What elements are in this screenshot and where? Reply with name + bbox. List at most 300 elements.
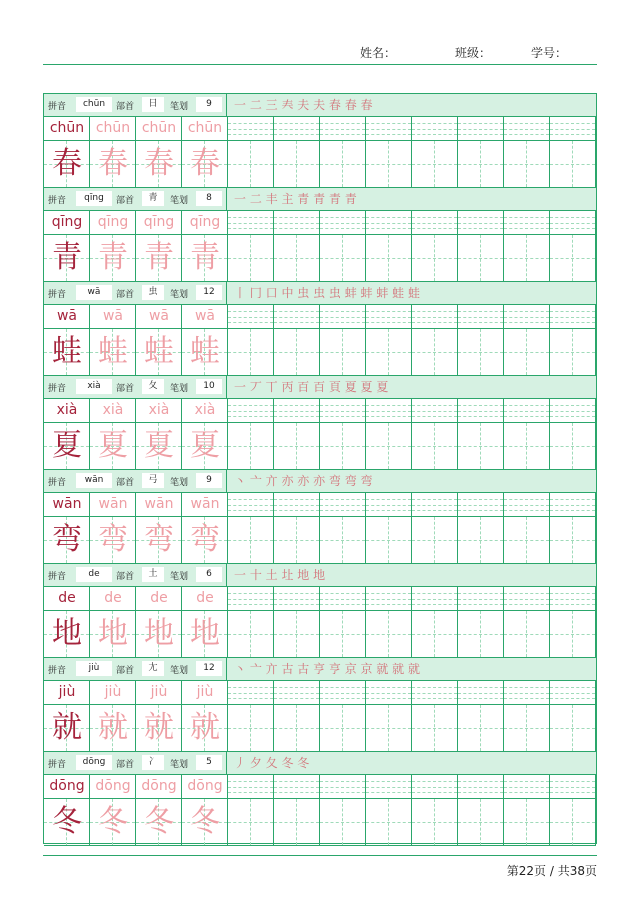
char-block: [44, 188, 596, 282]
char-info-row: [44, 658, 596, 681]
guide-line: [458, 317, 503, 318]
guide-line: [458, 405, 503, 406]
pinyin-practice-cell[interactable]: [366, 305, 412, 328]
char-info-panel: [44, 188, 227, 210]
character-glyph: 冬: [52, 804, 82, 839]
guide-line: [274, 405, 319, 406]
pinyin-model-cell: [136, 493, 182, 516]
stroke-count-value: 8: [196, 191, 222, 206]
guide-line: [274, 416, 319, 417]
character-practice-cell[interactable]: [228, 141, 274, 187]
guide-line: [296, 517, 297, 563]
character-practice-cell[interactable]: [458, 141, 504, 187]
guide-line: [572, 329, 573, 375]
pinyin-model-cell: [44, 211, 90, 234]
pinyin-row: [44, 211, 596, 235]
guide-line: [320, 693, 365, 694]
pinyin-practice-cell[interactable]: [504, 117, 550, 140]
guide-line: [504, 499, 549, 500]
character-practice-cell[interactable]: [274, 235, 320, 281]
pinyin-practice-cell[interactable]: [274, 211, 320, 234]
pinyin-practice-cell[interactable]: [320, 305, 366, 328]
pinyin-practice-cell[interactable]: [458, 305, 504, 328]
character-practice-cell[interactable]: [274, 611, 320, 657]
guide-line: [366, 693, 411, 694]
pinyin-practice-cell[interactable]: [228, 117, 274, 140]
pinyin-practice-cell[interactable]: [366, 211, 412, 234]
character-practice-cell[interactable]: [550, 329, 596, 375]
pinyin-practice-cell[interactable]: [320, 775, 366, 798]
guide-line: [458, 322, 503, 323]
character-practice-cell[interactable]: [550, 423, 596, 469]
pinyin-practice-cell[interactable]: [458, 587, 504, 610]
guide-line: [228, 604, 273, 605]
character-practice-cell[interactable]: [366, 141, 412, 187]
pinyin-practice-cell[interactable]: [412, 117, 458, 140]
pinyin-model-cell: [90, 587, 136, 610]
guide-line: [320, 687, 365, 688]
guide-line: [504, 416, 549, 417]
guide-line: [388, 141, 389, 187]
pinyin-practice-cell[interactable]: [274, 117, 320, 140]
guide-line: [320, 510, 365, 511]
character-glyph: 弯: [144, 522, 174, 557]
char-info-panel: [44, 752, 227, 774]
pinyin-practice-cell[interactable]: [412, 681, 458, 704]
guide-line: [274, 499, 319, 500]
guide-line: [526, 423, 527, 469]
character-practice-cell[interactable]: [550, 799, 596, 845]
character-practice-cell[interactable]: [366, 423, 412, 469]
character-practice-cell[interactable]: [274, 141, 320, 187]
pinyin-practice-cell[interactable]: [550, 117, 596, 140]
character-practice-cell[interactable]: [228, 799, 274, 845]
guide-line: [342, 329, 343, 375]
guide-line: [320, 599, 365, 600]
pinyin-practice-cell[interactable]: [366, 399, 412, 422]
stroke-count-value: 10: [196, 379, 222, 394]
pinyin-practice-cell[interactable]: [228, 399, 274, 422]
guide-line: [366, 217, 411, 218]
pinyin-practice-cell[interactable]: [228, 587, 274, 610]
guide-line: [458, 593, 503, 594]
guide-line: [366, 781, 411, 782]
character-practice-cell[interactable]: [412, 611, 458, 657]
guide-line: [228, 787, 273, 788]
pinyin-row: [44, 775, 596, 799]
guide-line: [458, 223, 503, 224]
guide-line: [550, 687, 595, 688]
pinyin-model-cell: [136, 681, 182, 704]
pinyin-model-cell: [136, 211, 182, 234]
character-practice-cell[interactable]: [274, 799, 320, 845]
pinyin-practice-cell[interactable]: [320, 399, 366, 422]
character-practice-cell[interactable]: [550, 705, 596, 751]
character-practice-cell[interactable]: [274, 705, 320, 751]
guide-line: [320, 416, 365, 417]
character-practice-cell[interactable]: [550, 517, 596, 563]
pinyin-practice-cell[interactable]: [550, 305, 596, 328]
guide-line: [480, 423, 481, 469]
pinyin-model-cell: [182, 775, 228, 798]
character-practice-cell[interactable]: [366, 235, 412, 281]
guide-line: [504, 228, 549, 229]
character-practice-cell[interactable]: [458, 799, 504, 845]
character-practice-cell[interactable]: [228, 423, 274, 469]
guide-line: [480, 517, 481, 563]
guide-line: [388, 423, 389, 469]
character-practice-cell[interactable]: [320, 329, 366, 375]
pinyin-text: wā: [102, 308, 124, 324]
guide-line: [504, 792, 549, 793]
character-model-cell: [44, 705, 90, 751]
character-practice-cell[interactable]: [504, 423, 550, 469]
pinyin-practice-cell[interactable]: [504, 305, 550, 328]
pinyin-practice-cell[interactable]: [274, 681, 320, 704]
pinyin-practice-cell[interactable]: [412, 305, 458, 328]
guide-line: [366, 787, 411, 788]
pinyin-practice-cell[interactable]: [320, 493, 366, 516]
guide-line: [250, 423, 251, 469]
guide-line: [504, 687, 549, 688]
pinyin-practice-cell[interactable]: [274, 493, 320, 516]
pinyin-text: xià: [56, 402, 78, 418]
pinyin-practice-cell[interactable]: [320, 681, 366, 704]
guide-line: [228, 217, 273, 218]
character-practice-cell[interactable]: [274, 423, 320, 469]
guide-line: [228, 693, 273, 694]
pinyin-practice-cell[interactable]: [458, 681, 504, 704]
char-info-panel: [44, 282, 227, 304]
pinyin-model-cell: [90, 399, 136, 422]
header-rule: [43, 64, 597, 65]
guide-line: [320, 317, 365, 318]
pinyin-text: dōng: [141, 778, 177, 794]
pinyin-model-cell: [44, 305, 90, 328]
character-practice-cell[interactable]: [228, 517, 274, 563]
pinyin-practice-cell[interactable]: [366, 117, 412, 140]
pinyin-text: qīng: [97, 214, 129, 230]
character-practice-cell[interactable]: [504, 799, 550, 845]
guide-line: [550, 416, 595, 417]
character-practice-cell[interactable]: [366, 705, 412, 751]
pinyin-practice-cell[interactable]: [412, 211, 458, 234]
guide-line: [412, 228, 457, 229]
guide-line: [250, 517, 251, 563]
pinyin-text: chūn: [49, 120, 85, 136]
character-practice-cell[interactable]: [320, 705, 366, 751]
pinyin-practice-cell[interactable]: [504, 587, 550, 610]
stroke-count-label: 笔划: [170, 102, 189, 112]
character-model-cell: [136, 705, 182, 751]
guide-line: [320, 405, 365, 406]
guide-line: [412, 599, 457, 600]
guide-line: [504, 505, 549, 506]
pinyin-model-cell: [136, 775, 182, 798]
pinyin-practice-cell[interactable]: [228, 493, 274, 516]
guide-line: [550, 317, 595, 318]
character-practice-cell[interactable]: [366, 329, 412, 375]
character-practice-cell[interactable]: [504, 705, 550, 751]
guide-line: [274, 792, 319, 793]
character-practice-cell[interactable]: [320, 611, 366, 657]
character-practice-cell[interactable]: [320, 141, 366, 187]
character-practice-cell[interactable]: [228, 611, 274, 657]
character-model-cell: [182, 705, 228, 751]
pinyin-model-cell: [182, 493, 228, 516]
stroke-order-sequence: 一 十 土 圵 地 地: [234, 568, 326, 582]
pinyin-practice-cell[interactable]: [320, 117, 366, 140]
character-practice-cell[interactable]: [412, 423, 458, 469]
pinyin-practice-cell[interactable]: [458, 399, 504, 422]
guide-line: [320, 792, 365, 793]
character-practice-cell[interactable]: [228, 235, 274, 281]
pinyin-text: wān: [98, 496, 128, 512]
guide-line: [320, 787, 365, 788]
character-practice-cell[interactable]: [412, 329, 458, 375]
pinyin-practice-cell[interactable]: [274, 305, 320, 328]
guide-line: [250, 235, 251, 281]
pinyin-practice-cell[interactable]: [320, 211, 366, 234]
guide-line: [342, 799, 343, 845]
pinyin-practice-cell[interactable]: [366, 775, 412, 798]
pinyin-model-cell: [182, 399, 228, 422]
guide-line: [526, 611, 527, 657]
guide-line: [274, 123, 319, 124]
character-practice-cell[interactable]: [550, 611, 596, 657]
character-practice-cell[interactable]: [504, 235, 550, 281]
radical-value: 虫: [142, 285, 164, 300]
guide-line: [228, 317, 273, 318]
guide-line: [458, 311, 503, 312]
radical-value: 日: [142, 97, 164, 112]
character-practice-cell[interactable]: [550, 235, 596, 281]
pinyin-practice-cell[interactable]: [366, 587, 412, 610]
guide-line: [412, 693, 457, 694]
character-row: [44, 799, 596, 846]
character-practice-cell[interactable]: [504, 517, 550, 563]
pinyin-practice-cell[interactable]: [228, 775, 274, 798]
character-practice-cell[interactable]: [366, 799, 412, 845]
pinyin-practice-cell[interactable]: [550, 211, 596, 234]
char-info-row: [44, 564, 596, 587]
guide-line: [550, 792, 595, 793]
pinyin-text: wān: [190, 496, 220, 512]
pinyin-practice-cell[interactable]: [228, 211, 274, 234]
guide-line: [228, 416, 273, 417]
guide-line: [366, 698, 411, 699]
radical-label: 部首: [116, 384, 135, 394]
pinyin-label: 拼音: [48, 478, 67, 488]
character-row: [44, 705, 596, 752]
character-practice-cell[interactable]: [274, 329, 320, 375]
character-model-cell: [182, 799, 228, 845]
guide-line: [228, 505, 273, 506]
character-practice-cell[interactable]: [274, 517, 320, 563]
guide-line: [366, 499, 411, 500]
pinyin-practice-cell[interactable]: [504, 681, 550, 704]
pinyin-practice-cell[interactable]: [412, 493, 458, 516]
pinyin-model-cell: [182, 211, 228, 234]
guide-line: [296, 799, 297, 845]
pinyin-practice-cell[interactable]: [274, 587, 320, 610]
character-practice-cell[interactable]: [366, 517, 412, 563]
guide-line: [274, 593, 319, 594]
guide-line: [228, 698, 273, 699]
character-practice-cell[interactable]: [412, 799, 458, 845]
guide-line: [572, 517, 573, 563]
character-practice-cell[interactable]: [320, 517, 366, 563]
guide-line: [366, 322, 411, 323]
guide-line: [366, 604, 411, 605]
pinyin-model-cell: [90, 775, 136, 798]
guide-line: [434, 517, 435, 563]
character-practice-cell[interactable]: [320, 423, 366, 469]
character-glyph: 蛙: [190, 334, 220, 369]
guide-line: [550, 129, 595, 130]
character-model-cell: [136, 517, 182, 563]
pinyin-practice-cell[interactable]: [274, 399, 320, 422]
guide-line: [274, 228, 319, 229]
page-number: 第22页 / 共38页: [506, 864, 597, 878]
character-practice-cell[interactable]: [504, 141, 550, 187]
guide-line: [274, 134, 319, 135]
character-glyph: 弯: [52, 522, 82, 557]
pinyin-label: 拼音: [48, 102, 67, 112]
character-practice-cell[interactable]: [504, 329, 550, 375]
pinyin-practice-cell[interactable]: [550, 399, 596, 422]
character-model-cell: [44, 329, 90, 375]
pinyin-practice-cell[interactable]: [366, 493, 412, 516]
pinyin-model-cell: [90, 211, 136, 234]
guide-line: [388, 235, 389, 281]
character-practice-cell[interactable]: [504, 611, 550, 657]
pinyin-practice-cell[interactable]: [228, 305, 274, 328]
guide-line: [458, 787, 503, 788]
character-glyph: 地: [52, 616, 82, 651]
guide-line: [388, 517, 389, 563]
character-glyph: 蛙: [98, 334, 128, 369]
guide-line: [550, 698, 595, 699]
pinyin-practice-cell[interactable]: [458, 211, 504, 234]
character-model-cell: [90, 141, 136, 187]
character-practice-cell[interactable]: [412, 235, 458, 281]
pinyin-model-cell: [90, 493, 136, 516]
character-practice-cell[interactable]: [320, 235, 366, 281]
pinyin-practice-cell[interactable]: [504, 493, 550, 516]
char-info-panel: [44, 564, 227, 586]
guide-line: [274, 687, 319, 688]
char-info-row: [44, 752, 596, 775]
pinyin-model-cell: [182, 117, 228, 140]
pinyin-text: wā: [148, 308, 170, 324]
char-info-panel: [44, 470, 227, 492]
guide-line: [320, 411, 365, 412]
character-model-cell: [90, 705, 136, 751]
char-info-row: [44, 188, 596, 211]
pinyin-practice-cell[interactable]: [366, 681, 412, 704]
guide-line: [550, 405, 595, 406]
character-practice-cell[interactable]: [366, 611, 412, 657]
guide-line: [250, 141, 251, 187]
character-practice-cell[interactable]: [320, 799, 366, 845]
guide-line: [296, 611, 297, 657]
character-practice-cell[interactable]: [412, 517, 458, 563]
pinyin-practice-cell[interactable]: [458, 493, 504, 516]
guide-line: [366, 792, 411, 793]
pinyin-model-cell: [90, 117, 136, 140]
stroke-count-value: 12: [196, 285, 222, 300]
pinyin-practice-cell[interactable]: [550, 775, 596, 798]
character-practice-cell[interactable]: [458, 705, 504, 751]
character-practice-cell[interactable]: [228, 329, 274, 375]
guide-line: [480, 799, 481, 845]
character-practice-cell[interactable]: [458, 329, 504, 375]
class-label: 班级：: [455, 46, 492, 60]
character-row: [44, 611, 596, 658]
pinyin-practice-cell[interactable]: [320, 587, 366, 610]
character-glyph: 弯: [98, 522, 128, 557]
pinyin-practice-cell[interactable]: [412, 587, 458, 610]
character-practice-cell[interactable]: [458, 517, 504, 563]
stroke-order-sequence: 丶 亠 亣 古 古 亨 亨 京 京 就 就 就: [234, 662, 420, 676]
pinyin-practice-cell[interactable]: [550, 493, 596, 516]
pinyin-practice-cell[interactable]: [274, 775, 320, 798]
radical-value: 弓: [142, 473, 164, 488]
pinyin-practice-cell[interactable]: [412, 775, 458, 798]
pinyin-practice-cell[interactable]: [412, 399, 458, 422]
guide-line: [366, 510, 411, 511]
pinyin-model-cell: [90, 305, 136, 328]
character-glyph: 夏: [98, 428, 128, 463]
pinyin-practice-cell[interactable]: [228, 681, 274, 704]
guide-line: [228, 405, 273, 406]
character-practice-cell[interactable]: [458, 611, 504, 657]
pinyin-model-cell: [44, 587, 90, 610]
character-model-cell: [90, 423, 136, 469]
character-practice-cell[interactable]: [550, 141, 596, 187]
character-practice-cell[interactable]: [458, 423, 504, 469]
stroke-count-value: 9: [196, 97, 222, 112]
character-practice-cell[interactable]: [412, 141, 458, 187]
pinyin-text: wān: [52, 496, 82, 512]
stroke-count-label: 笔划: [170, 760, 189, 770]
pinyin-value: qīng: [76, 191, 112, 206]
pinyin-practice-cell[interactable]: [458, 775, 504, 798]
pinyin-practice-cell[interactable]: [504, 399, 550, 422]
pinyin-practice-cell[interactable]: [504, 775, 550, 798]
char-block: [44, 658, 596, 752]
pinyin-practice-cell[interactable]: [550, 681, 596, 704]
character-practice-cell[interactable]: [228, 705, 274, 751]
pinyin-practice-cell[interactable]: [458, 117, 504, 140]
guide-line: [412, 593, 457, 594]
pinyin-practice-cell[interactable]: [550, 587, 596, 610]
guide-line: [504, 134, 549, 135]
guide-line: [228, 687, 273, 688]
character-glyph: 弯: [190, 522, 220, 557]
guide-line: [228, 134, 273, 135]
pinyin-model-cell: [182, 587, 228, 610]
stroke-order-sequence: 丨 冂 口 中 虫 虫 虫 蚌 蚌 蚌 蛙 蛙: [234, 286, 420, 300]
stroke-count-value: 12: [196, 661, 222, 676]
pinyin-practice-cell[interactable]: [504, 211, 550, 234]
character-practice-cell[interactable]: [458, 235, 504, 281]
name-label: 姓名：: [360, 46, 397, 60]
character-practice-cell[interactable]: [412, 705, 458, 751]
guide-line: [228, 311, 273, 312]
character-model-cell: [90, 235, 136, 281]
